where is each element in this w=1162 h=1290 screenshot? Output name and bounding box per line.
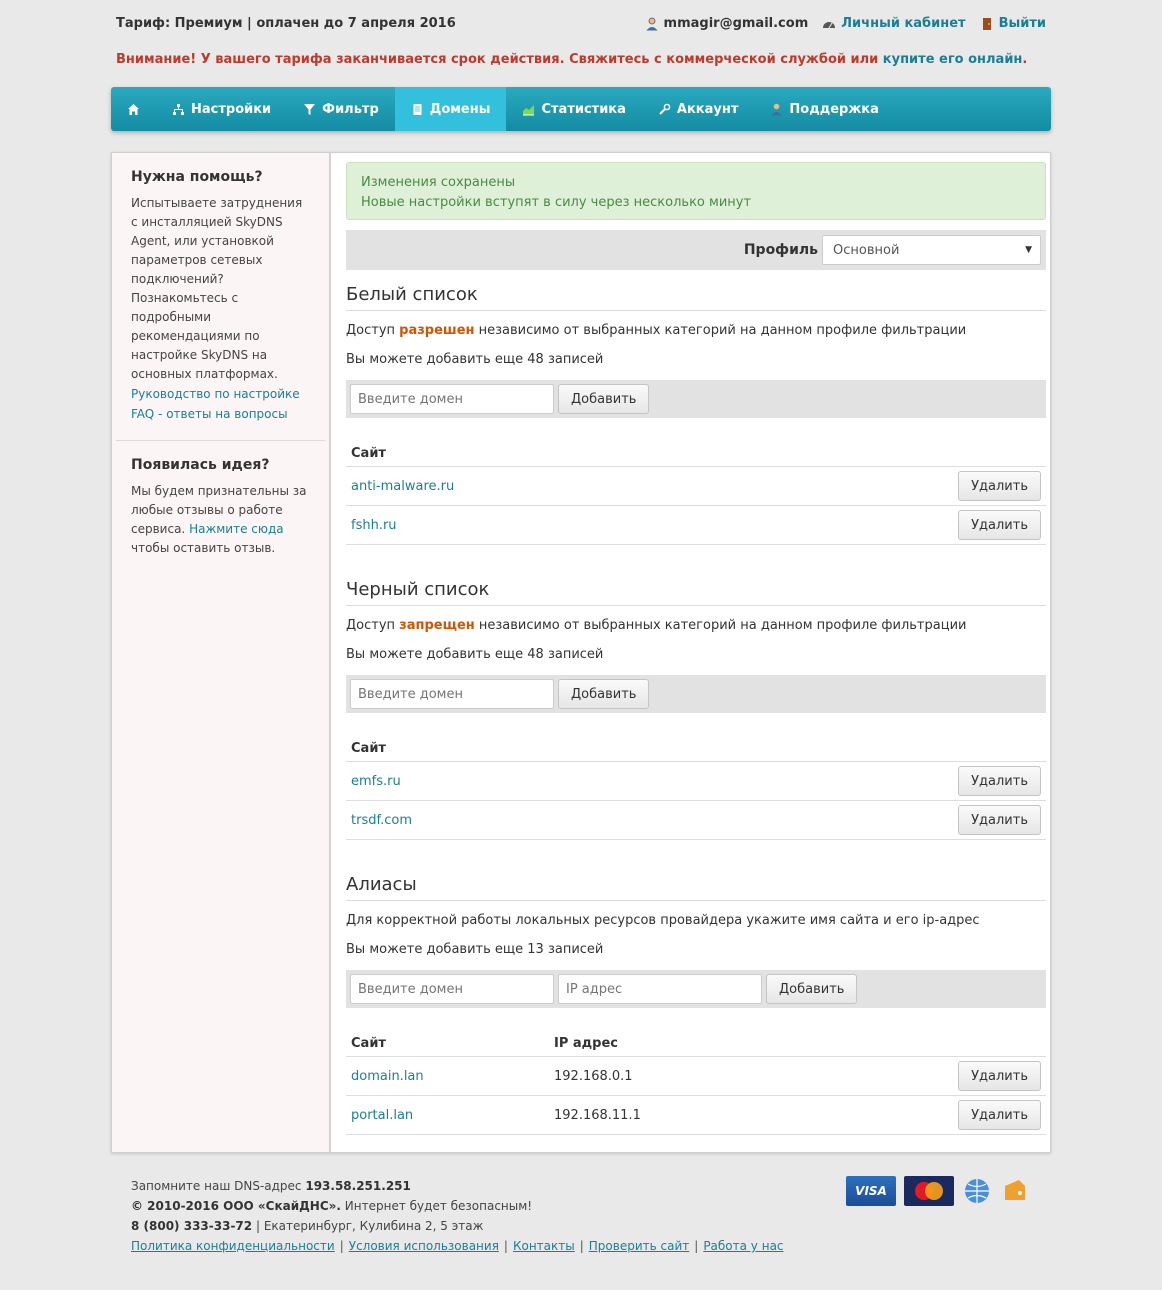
visa-logo: VISA [846,1176,896,1206]
delete-button[interactable]: Удалить [958,471,1041,501]
help-section [112,153,329,424]
nav-settings[interactable]: Настройки [156,87,287,131]
main-nav [111,87,1051,131]
aliases-desc: Для корректной работы локальных ресурсов провайдера укажите имя сайта и его ip-адрес [346,913,980,928]
user-email[interactable]: mmagir@gmail.com [645,16,809,31]
delete-button[interactable]: Удалить [958,510,1041,540]
copyright-line: © 2010-2016 ООО «СкайДНС». Интернет будет безопасным! [131,1199,533,1213]
aliases-form [346,970,1046,1008]
main-card [111,152,1051,1153]
table-row [346,506,1046,545]
site-link[interactable]: portal.lan [351,1107,414,1123]
footer-links: Политика конфиденциальности | Условия использования | Контакты | Проверить сайт | Работа у нас [131,1239,784,1253]
aliases-title: Алиасы [346,874,1046,901]
blacklist-add-button[interactable]: Добавить [558,679,649,709]
profile-bar [346,230,1046,270]
user-icon [645,17,659,31]
sitemap-icon [172,103,185,116]
document-icon [411,103,424,116]
table-header: Сайт [346,736,1046,762]
chart-icon [522,103,535,116]
blacklist-desc: Доступ запрещен независимо от выбранных категорий на данном профиле фильтрации [346,618,967,633]
whitelist-count: Вы можете добавить еще 48 записей [346,352,604,367]
table-row [346,801,1046,840]
wallet-icon [1002,1178,1028,1204]
idea-section [112,441,329,558]
whitelist-add-button[interactable]: Добавить [558,384,649,414]
help-text: Испытываете затруднения с инсталляцией SkyDNS Agent, или установкой параметров сетевых подключений? Познакомьтесь с подробными рекомендациями по настройке SkyDNS на основных платформах. [131,196,303,381]
alias-domain-input[interactable] [350,974,554,1004]
nav-account[interactable]: Аккаунт [642,87,754,131]
mastercard-logo [904,1176,954,1206]
nav-home[interactable] [111,87,156,131]
table-header: Сайт [346,441,1046,467]
mastercard-icon [907,1179,951,1203]
blacklist-section [346,579,1046,840]
blacklist-form [346,675,1046,713]
home-icon [127,103,140,116]
expiry-warning: Внимание! У вашего тарифа заканчивается срок действия. Свяжитесь с коммерческой службой или купите его онлайн. [116,52,1028,67]
table-row [346,1057,1046,1096]
aliases-add-button[interactable]: Добавить [766,974,857,1004]
table-row [346,1096,1046,1135]
idea-title: Появилась идея? [131,457,270,473]
profile-label: Профиль [743,242,818,258]
nav-statistics[interactable]: Статистика [506,87,641,131]
site-link[interactable]: fshh.ru [351,517,397,533]
success-alert [346,162,1046,220]
globe-icon [963,1177,991,1205]
delete-button[interactable]: Удалить [958,1061,1041,1091]
ip-value: 192.168.11.1 [554,1107,641,1123]
aliases-table [346,1031,1046,1135]
aliases-section [346,874,1046,1135]
alert-line2: Новые настройки вступят в силу через несколько минут [361,195,752,210]
alert-line1: Изменения сохранены [361,175,516,190]
idea-text: Мы будем признательны за любые отзывы о работе сервиса. Нажмите сюда чтобы оставить отзыв. [131,484,307,555]
dashboard-icon [822,17,836,31]
blacklist-domain-input[interactable] [350,679,554,709]
profile-select[interactable]: Основной ▼ [822,235,1041,265]
faq-link[interactable]: FAQ - ответы на вопросы [131,407,288,421]
payment-logos [846,1176,1030,1206]
site-link[interactable]: emfs.ru [351,773,401,789]
aliases-count: Вы можете добавить еще 13 записей [346,942,604,957]
privacy-link[interactable]: Политика конфиденциальности [131,1239,335,1253]
terms-link[interactable]: Условия использования [348,1239,499,1253]
cabinet-link[interactable]: Личный кабинет [822,16,965,31]
whitelist-desc: Доступ разрешен независимо от выбранных категорий на данном профиле фильтрации [346,323,967,338]
door-icon [980,17,994,31]
logout-link[interactable]: Выйти [980,16,1046,31]
guide-link[interactable]: Руководство по настройке [131,387,300,401]
sidebar [112,153,331,1152]
whitelist-table [346,441,1046,545]
check-site-link[interactable]: Проверить сайт [588,1239,690,1253]
user-box [645,16,1046,31]
wallet-logo [1000,1176,1030,1206]
webmoney-logo [962,1176,992,1206]
alias-ip-input[interactable] [558,974,762,1004]
blacklist-table [346,736,1046,840]
contacts-link[interactable]: Контакты [512,1239,575,1253]
delete-button[interactable]: Удалить [958,766,1041,796]
nav-domains[interactable]: Домены [395,87,507,131]
ip-value: 192.168.0.1 [554,1068,633,1084]
nav-support[interactable]: Поддержка [754,87,894,131]
table-row [346,467,1046,506]
blacklist-title: Черный список [346,579,1046,606]
whitelist-form [346,380,1046,418]
whitelist-domain-input[interactable] [350,384,554,414]
buy-online-link[interactable]: купите его онлайн [882,52,1023,67]
whitelist-section [346,284,1046,545]
contact-line: 8 (800) 333-33-72 | Екатеринбург, Кулибина 2, 5 этаж [131,1219,484,1233]
nav-filter[interactable]: Фильтр [287,87,395,131]
chevron-down-icon: ▼ [1025,245,1032,255]
help-title: Нужна помощь? [131,169,263,185]
funnel-icon [303,103,316,116]
dns-line: Запомните наш DNS-адрес 193.58.251.251 [131,1179,411,1193]
delete-button[interactable]: Удалить [958,1100,1041,1130]
tariff-info: Тариф: Премиум | оплачен до 7 апреля 2016 [116,16,456,31]
jobs-link[interactable]: Работа у нас [703,1239,784,1253]
wrench-icon [658,103,671,116]
site-link[interactable]: trsdf.com [351,812,412,828]
feedback-link[interactable]: Нажмите сюда [189,522,284,536]
footer [131,1176,784,1256]
blacklist-count: Вы можете добавить еще 48 записей [346,647,604,662]
table-header: Сайт IP адрес [346,1031,1046,1057]
site-link[interactable]: anti-malware.ru [351,478,455,494]
user-icon [770,103,783,116]
table-row [346,762,1046,801]
site-link[interactable]: domain.lan [351,1068,424,1084]
whitelist-title: Белый список [346,284,1046,311]
delete-button[interactable]: Удалить [958,805,1041,835]
